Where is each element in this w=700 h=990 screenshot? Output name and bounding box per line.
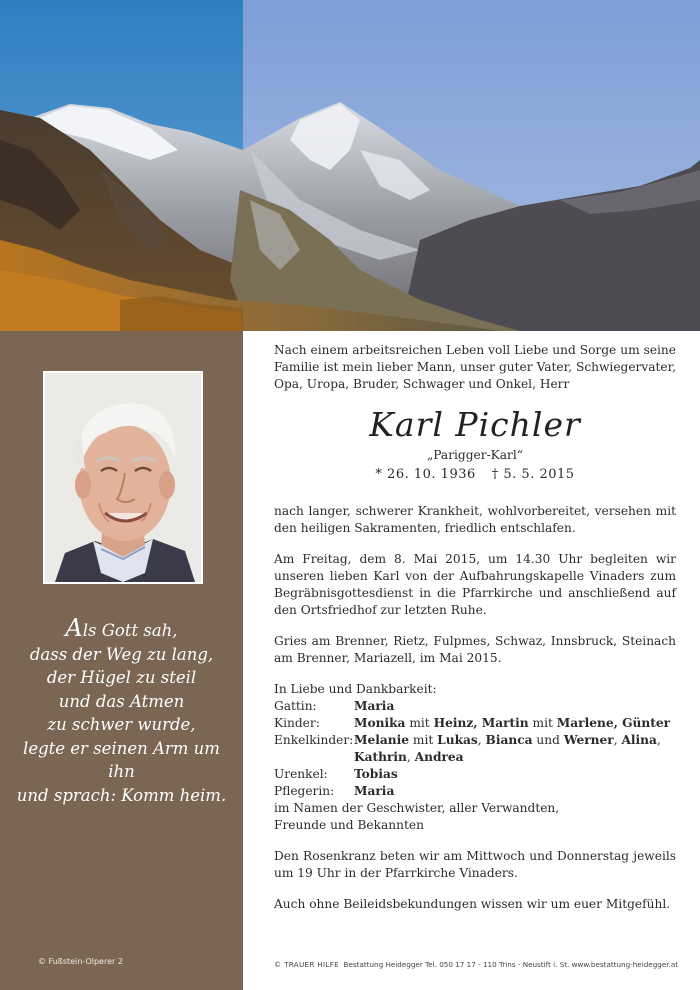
footer-brand: © TRAUER HILFE xyxy=(274,960,339,969)
verse-line: und sprach: Komm heim. xyxy=(16,785,227,805)
verse-line: dass der Weg zu lang, xyxy=(29,644,214,664)
verse-line: und das Atmen xyxy=(58,691,185,711)
funeral-home-footer xyxy=(274,960,684,969)
photo-credit: © Fußstein-Olperer 2 xyxy=(38,957,123,966)
sidebar-panel xyxy=(0,331,243,990)
footer-contact: Bestattung Heidegger Tel. 050 17 17 - 110 Trins - Neustift i. St. www.bestattung-heidegger.at xyxy=(343,960,679,969)
verse-line: Als Gott sah, xyxy=(65,614,178,642)
death-date: † 5. 5. 2015 xyxy=(491,467,575,482)
death-text: nach langer, schwerer Krankheit, wohlvorbereitet, versehen mit den heiligen Sakramenten, friedlich entschlafen. xyxy=(274,504,676,535)
family-label: Pflegerin: xyxy=(274,784,335,798)
deceased-name: Karl Pichler xyxy=(369,405,581,444)
verse-drop-letter: A xyxy=(65,614,83,642)
places-text: Gries am Brenner, Rietz, Fulpmes, Schwaz, Innsbruck, Steinach am Brenner, Mariazell, im Mai 2015. xyxy=(274,634,676,665)
family-row-children: Kinder: Monika mit Heinz, Martin mit Marlene, Günter xyxy=(274,716,671,730)
closing-text: Auch ohne Beileidsbekundungen wissen wir um euer Mitgefühl. xyxy=(274,897,671,911)
birth-date: * 26. 10. 1936 xyxy=(375,467,476,482)
family-label: Gattin: xyxy=(274,699,317,713)
family-row-grandchildren-cont: Kathrin, Andrea xyxy=(354,750,464,764)
funeral-text: Am Freitag, dem 8. Mai 2015, um 14.30 Uhr begleiten wir unseren lieben Karl von der Aufbahrungskapelle Vinaders zum Begräbnisgottesdienst in die Pfarrkirche und anschließend auf den Ortsfriedhof zur letzten Ruhe. xyxy=(274,552,676,617)
family-member: Maria xyxy=(354,784,395,798)
family-row-greatgrandchildren xyxy=(274,766,676,783)
rosary-text: Den Rosenkranz beten wir am Mittwoch und Donnerstag jeweils um 19 Uhr in der Pfarrkirche Vinaders. xyxy=(274,849,676,880)
death-notice xyxy=(274,342,676,913)
siblings-text: im Namen der Geschwister, aller Verwandten, xyxy=(274,801,560,815)
friends-text: Freunde und Bekannten xyxy=(274,818,424,832)
intro-text: Nach einem arbeitsreichen Leben voll Liebe und Sorge um seine Familie ist mein lieber Mann, unser guter Vater, Schwiegervater, Opa, Uropa, Bruder, Schwager und Onkel, Herr xyxy=(274,343,676,391)
life-dates xyxy=(274,466,676,483)
mountain-landscape-image xyxy=(0,0,700,331)
family-label: Kinder: xyxy=(274,716,320,730)
nickname: „Parigger-Karl“ xyxy=(426,448,524,462)
mountain-landscape-graphic xyxy=(0,0,700,331)
verse-line: zu schwer wurde, xyxy=(47,715,196,734)
family-label: Enkelkinder: xyxy=(274,733,354,747)
family-label: Urenkel: xyxy=(274,767,328,781)
family-row-carer xyxy=(274,783,676,800)
portrait-graphic xyxy=(45,373,201,582)
family-member: Maria xyxy=(354,699,395,713)
family-list xyxy=(274,681,676,834)
family-intro: In Liebe und Dankbarkeit: xyxy=(274,682,437,696)
family-row-spouse xyxy=(274,698,676,715)
verse-line: legte er seinen Arm um ihn xyxy=(23,738,220,781)
family-member: Tobias xyxy=(354,767,398,781)
family-row-grandchildren: Enkelkinder: Melanie mit Lukas, Bianca und Werner, Alina, xyxy=(274,733,661,747)
portrait-photo xyxy=(43,371,203,584)
verse-line: der Hügel zu steil xyxy=(46,668,197,687)
memorial-verse xyxy=(8,614,235,807)
